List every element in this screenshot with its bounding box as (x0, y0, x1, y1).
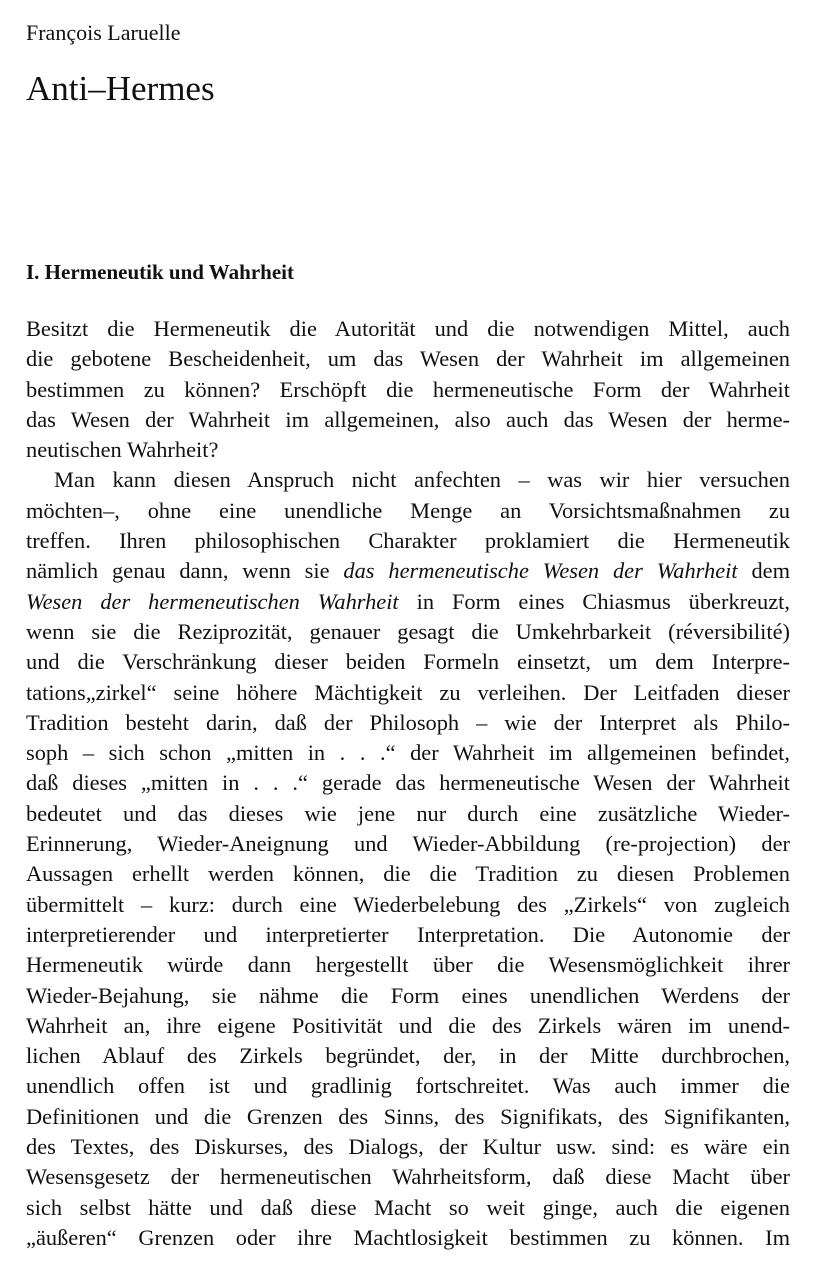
text-line (26, 920, 790, 950)
text-line (26, 556, 790, 586)
text-segment: Wieder-Bejahung, sie nähme die Form eines unendlichen Werdens der (26, 982, 790, 1008)
text-line (26, 890, 790, 920)
text-line (26, 1102, 790, 1132)
text-line (26, 1223, 790, 1253)
text-line (26, 738, 790, 768)
text-segment: bedeutet und das dieses wie jene nur durch eine zusätzliche Wieder- (26, 800, 790, 826)
text-segment: soph – sich schon „mitten in . . .“ der Wahrheit im allgemeinen befindet, (26, 740, 790, 766)
text-segment: sich selbst hätte und daß diese Macht so weit ginge, auch die eigenen (26, 1194, 790, 1220)
paragraph (26, 314, 790, 465)
text-segment: Wesensgesetz der hermeneutischen Wahrheitsform, daß diese Macht über (26, 1164, 790, 1190)
text-line (26, 1041, 790, 1071)
text-line (26, 981, 790, 1011)
text-segment: die gebotene Bescheidenheit, um das Wesen der Wahrheit im allgemeinen (26, 346, 790, 372)
text-segment: Hermeneutik würde dann hergestellt über die Wesensmöglichkeit ihrer (26, 952, 790, 978)
text-segment: „äußeren“ Grenzen oder ihre Machtlosigkeit bestimmen zu können. Im (26, 1224, 790, 1250)
text-segment: möchten–, ohne eine unendliche Menge an Vorsichtsmaßnahmen zu (26, 497, 790, 523)
text-segment: des Textes, des Diskurses, des Dialogs, der Kultur usw. sind: es wäre ein (26, 1134, 790, 1160)
italic-text: das hermeneutische Wesen der Wahrheit (343, 558, 738, 584)
text-line (26, 375, 790, 405)
text-line (26, 1162, 790, 1192)
chapter-title: Anti–Hermes (26, 69, 215, 108)
text-segment: Wahrheit an, ihre eigene Positivität und die des Zirkels wären im unend- (26, 1012, 790, 1038)
text-segment: unendlich offen ist und gradlinig fortschreitet. Was auch immer die (26, 1073, 790, 1099)
text-segment: dem (737, 558, 790, 584)
text-segment: Erinnerung, Wieder-Aneignung und Wieder-Abbildung (re-projection) der (26, 831, 790, 857)
text-line (26, 1011, 790, 1041)
text-line (26, 405, 790, 435)
text-line (26, 496, 790, 526)
section-heading: I. Hermeneutik und Wahrheit (26, 260, 294, 284)
text-segment: nämlich genau dann, wenn sie (26, 558, 344, 584)
text-line (26, 465, 790, 495)
text-line (26, 768, 790, 798)
text-segment: in Form eines Chiasmus überkreuzt, (398, 588, 790, 614)
text-segment: übermittelt – kurz: durch eine Wiederbelebung des „Zirkels“ von zugleich (26, 891, 790, 917)
text-line (26, 799, 790, 829)
text-segment: Definitionen und die Grenzen des Sinns, des Signifikats, des Signifikanten, (26, 1103, 790, 1129)
author-name: François Laruelle (26, 20, 181, 45)
text-segment: Tradition besteht darin, daß der Philosoph – wie der Interpret als Philo- (26, 709, 790, 735)
body-text (26, 314, 790, 1253)
text-segment: und die Verschränkung dieser beiden Formeln einsetzt, um dem Interpre- (26, 649, 790, 675)
text-line (26, 829, 790, 859)
text-line (26, 1193, 790, 1223)
text-segment: daß dieses „mitten in . . .“ gerade das hermeneutische Wesen der Wahrheit (26, 770, 790, 796)
text-line (26, 435, 790, 465)
text-line (26, 708, 790, 738)
text-line (26, 1071, 790, 1101)
text-segment: Man kann diesen Anspruch nicht anfechten – was wir hier versuchen (54, 467, 790, 493)
italic-text: Wesen der hermeneutischen Wahrheit (26, 588, 399, 614)
text-segment: lichen Ablauf des Zirkels begründet, der, in der Mitte durchbrochen, (26, 1043, 790, 1069)
text-segment: treffen. Ihren philosophischen Charakter proklamiert die Hermeneutik (26, 528, 790, 554)
text-segment: interpretierender und interpretierter Interpretation. Die Autonomie der (26, 921, 790, 947)
text-line (26, 344, 790, 374)
text-line (26, 950, 790, 980)
text-segment: Aussagen erhellt werden können, die die Tradition zu diesen Problemen (26, 861, 790, 887)
text-segment: das Wesen der Wahrheit im allgemeinen, also auch das Wesen der herme- (26, 406, 790, 432)
text-segment: wenn sie die Reziprozität, genauer gesagt die Umkehrbarkeit (réversibilité) (26, 618, 790, 644)
text-segment: tations„zirkel“ seine höhere Mächtigkeit zu verleihen. Der Leitfaden dieser (26, 679, 790, 705)
text-line (26, 526, 790, 556)
text-line (26, 617, 790, 647)
text-line (26, 587, 790, 617)
text-line (26, 314, 790, 344)
paragraph (26, 465, 790, 1253)
text-line (26, 1132, 790, 1162)
text-line (26, 678, 790, 708)
text-line (26, 647, 790, 677)
text-line (26, 859, 790, 889)
text-segment: bestimmen zu können? Erschöpft die hermeneutische Form der Wahrheit (26, 376, 790, 402)
text-segment: neutischen Wahrheit? (26, 437, 219, 463)
text-segment: Besitzt die Hermeneutik die Autorität und die notwendigen Mittel, auch (26, 316, 790, 341)
